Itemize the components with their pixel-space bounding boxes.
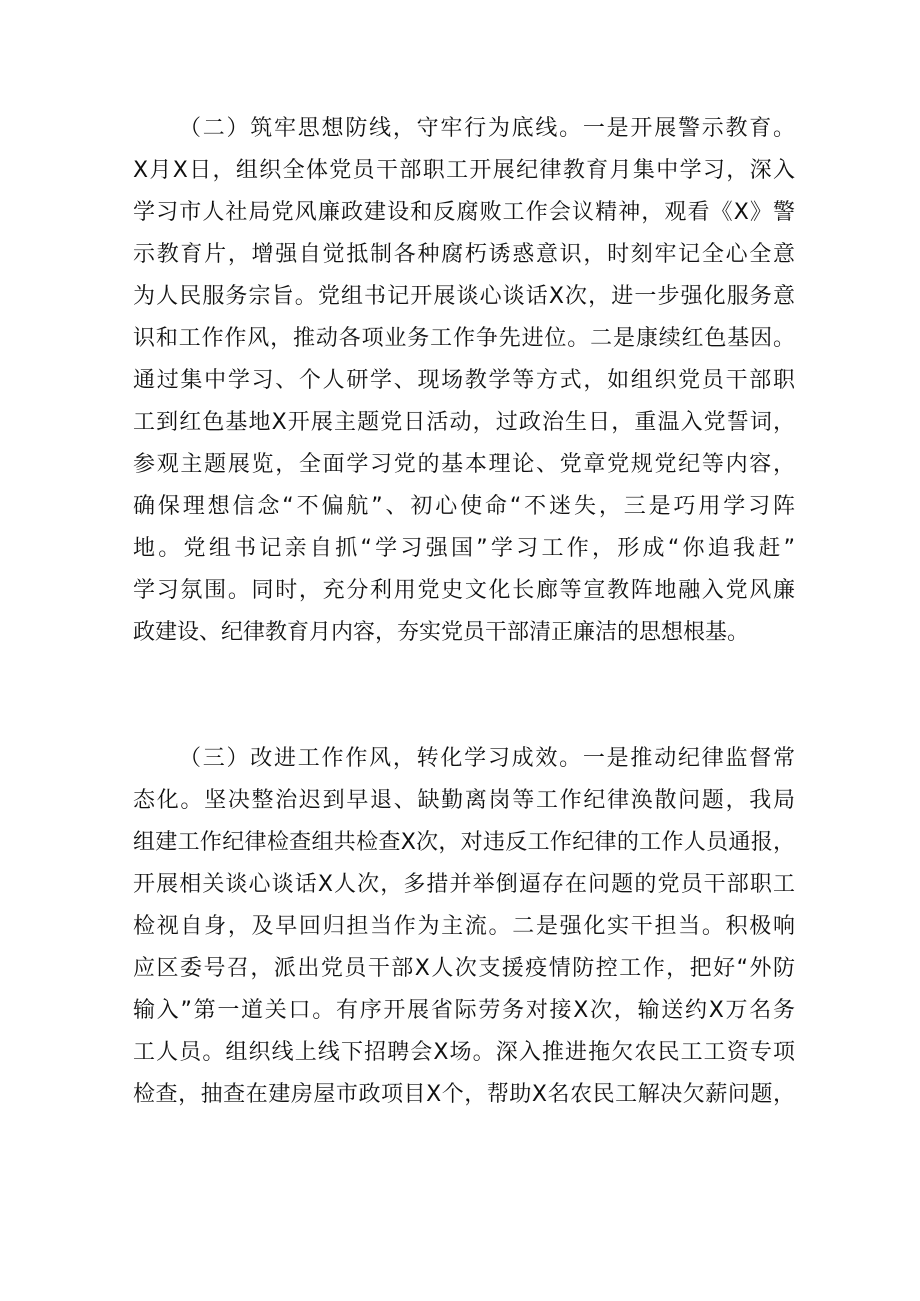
text-line: 确保理想信念“不偏航”、初心使命“不迷失，三是巧用学习阵 <box>133 494 795 519</box>
text-line: 态化。坚决整治迟到早退、缺勤离岗等工作纪律涣散问题，我局 <box>133 788 795 813</box>
paragraph-section-three <box>133 738 795 1116</box>
text-line: 参观主题展览，全面学习党的基本理论、党章党规党纪等内容， <box>133 452 795 477</box>
text-line: 工人员。组织线上线下招聘会X场。深入推进拖欠农民工工资专项 <box>133 1040 795 1065</box>
text-line: 示教育片，增强自觉抵制各种腐朽诱惑意识，时刻牢记全心全意 <box>133 242 795 267</box>
text-line: （二）筑牢思想防线，守牢行为底线。一是开展警示教育。 <box>179 116 795 141</box>
paragraph <box>133 108 795 654</box>
text-line: 学习市人社局党风廉政建设和反腐败工作会议精神，观看《X》警 <box>133 200 795 225</box>
text-line: 开展相关谈心谈话X人次，多措并举倒逼存在问题的党员干部职工 <box>133 872 795 897</box>
text-line: 工到红色基地X开展主题党日活动，过政治生日，重温入党誓词， <box>133 410 795 435</box>
text-line: 通过集中学习、个人研学、现场教学等方式，如组织党员干部职 <box>133 368 795 393</box>
text-line: 输入”第一道关口。有序开展省际劳务对接X次，输送约X万名务 <box>133 998 795 1023</box>
paragraph-section-two <box>133 108 795 654</box>
text-line: X月X日，组织全体党员干部职工开展纪律教育月集中学习，深入 <box>133 158 795 183</box>
text-line: 检视自身，及早回归担当作为主流。二是强化实干担当。积极响 <box>133 914 795 939</box>
text-line: 应区委号召，派出党员干部X人次支援疫情防控工作，把好“外防 <box>133 956 795 981</box>
text-line: 为人民服务宗旨。党组书记开展谈心谈话X次，进一步强化服务意 <box>133 284 795 309</box>
text-line: 政建设、纪律教育月内容，夯实党员干部清正廉洁的思想根基。 <box>133 620 750 645</box>
text-line: （三）改进工作作风，转化学习成效。一是推动纪律监督常 <box>179 746 795 771</box>
text-line: 组建工作纪律检查组共检查X次，对违反工作纪律的工作人员通报， <box>133 830 795 855</box>
text-line: 学习氛围。同时，充分利用党史文化长廊等宣教阵地融入党风廉 <box>133 578 795 603</box>
paragraph <box>133 738 795 1116</box>
text-line: 识和工作作风，推动各项业务工作争先进位。二是康续红色基因。 <box>133 326 795 351</box>
text-line: 检查，抽查在建房屋市政项目X个，帮助X名农民工解决欠薪问题， <box>133 1082 795 1107</box>
text-line: 地。党组书记亲自抓“学习强国”学习工作，形成“你追我赶” <box>133 536 795 561</box>
